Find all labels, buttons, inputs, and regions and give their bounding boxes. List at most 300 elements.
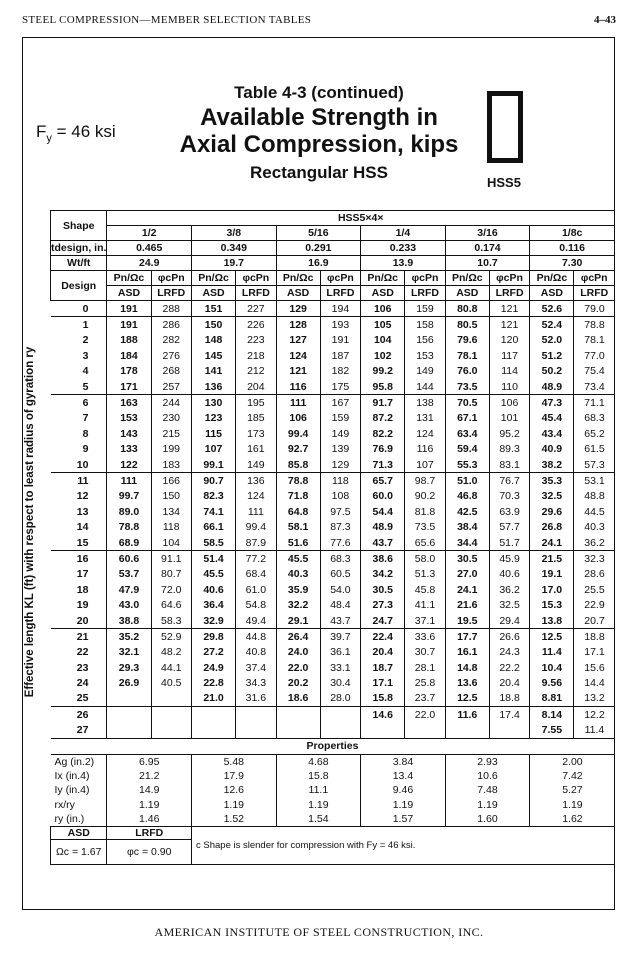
property-value: 6.95 [107,754,192,769]
strength-value: 13.2 [574,691,615,707]
strength-value: 17.1 [574,645,615,660]
y-axis-label: Effective length KL (ft) with respect to least radius of gyration ry [24,346,36,698]
strength-value: 111 [236,504,276,519]
strength-value: 54.4 [361,504,405,519]
strength-value: 87.3 [320,519,360,534]
strength-value [489,723,529,739]
strength-value: 18.6 [276,691,320,707]
property-value: 1.52 [192,812,277,827]
strength-value: 22.0 [405,707,445,723]
strength-value: 121 [276,364,320,379]
strength-value: 57.3 [574,457,615,473]
strength-value: 27.3 [361,597,405,612]
strength-value: 24.1 [445,582,489,597]
strength-value: 73.4 [574,379,615,395]
strength-value: 104 [151,535,191,551]
strength-value: 223 [236,333,276,348]
property-value: 2.93 [445,754,530,769]
strength-value: 39.7 [320,629,360,645]
tdesign-value: 0.174 [445,241,530,256]
strength-value: 26.8 [530,519,574,534]
strength-value: 54.0 [320,582,360,597]
strength-value: 61.0 [236,582,276,597]
strength-value: 89.3 [489,442,529,457]
strength-value: 37.1 [405,613,445,629]
strength-value: 16.1 [445,645,489,660]
property-row [51,798,615,812]
table-row [51,395,615,411]
strength-value: 149 [405,364,445,379]
strength-value: 29.3 [107,660,151,675]
strength-value [405,723,445,739]
property-value: 21.2 [107,769,192,783]
strength-value: 18.7 [361,660,405,675]
strength-value: 15.8 [361,691,405,707]
strength-value: 68.4 [236,567,276,582]
strength-value: 44.5 [574,504,615,519]
strength-value: 52.0 [530,333,574,348]
effective-length: 16 [51,551,107,567]
asd-symbol: Pn/Ωc [276,271,320,286]
lrfd-label: LRFD [151,286,191,301]
strength-value: 227 [236,301,276,317]
asd-symbol: Pn/Ωc [530,271,574,286]
strength-value: 199 [151,442,191,457]
property-value: 1.19 [530,798,615,812]
strength-value: 153 [107,411,151,426]
note-slender: c Shape is slender for compression with Fy = 46 ksi. [192,826,615,864]
strength-value: 80.8 [445,301,489,317]
weight-value: 13.9 [361,256,446,271]
strength-value: 159 [320,411,360,426]
strength-value: 51.3 [405,567,445,582]
effective-length: 17 [76,568,89,581]
table-row [51,551,615,567]
strength-value: 107 [405,457,445,473]
table-row [51,582,615,597]
strength-value: 143 [107,426,151,441]
strength-value: 89.0 [107,504,151,519]
strength-value: 101 [489,411,529,426]
effective-length: 18 [76,583,89,596]
strength-value: 145 [192,348,236,363]
table-row [51,457,615,473]
strength-value: 29.1 [276,613,320,629]
strength-value: 59.4 [445,442,489,457]
strength-value: 17.1 [361,675,405,690]
hss-section-icon [487,91,523,163]
property-value: 14.9 [107,783,192,797]
strength-value: 64.6 [151,597,191,612]
strength-value: 53.7 [107,567,151,582]
strength-table [50,210,615,865]
strength-value: 118 [320,473,360,489]
strength-value: 80.5 [445,317,489,333]
strength-value: 28.1 [405,660,445,675]
strength-value: 49.4 [236,613,276,629]
strength-value: 21.0 [192,691,236,707]
table-subtitle: Rectangular HSS [250,163,388,182]
strength-value [192,723,236,739]
strength-value: 15.3 [530,597,574,612]
strength-value: 40.3 [574,519,615,534]
strength-value: 166 [151,473,191,489]
strength-value: 77.2 [236,551,276,567]
strength-value: 22.0 [276,660,320,675]
strength-value: 121 [489,301,529,317]
strength-value: 51.6 [276,535,320,551]
strength-value: 22.9 [574,597,615,612]
table-row [51,519,615,534]
strength-value: 123 [192,411,236,426]
strength-value: 124 [236,489,276,504]
strength-value: 34.3 [236,675,276,690]
strength-value: 276 [151,348,191,363]
strength-value: 43.0 [107,597,151,612]
tdesign-row [51,241,615,256]
strength-value: 27.0 [445,567,489,582]
lrfd-label: LRFD [320,286,360,301]
strength-value [151,691,191,707]
strength-value: 115 [192,426,236,441]
strength-value: 136 [236,473,276,489]
tdesign-value: 0.465 [107,241,192,256]
strength-value: 35.9 [276,582,320,597]
strength-value: 8.14 [530,707,574,723]
strength-value: 18.8 [489,691,529,707]
strength-value: 32.1 [107,645,151,660]
strength-value: 80.7 [151,567,191,582]
thickness: 3/16 [445,226,530,241]
strength-value: 58.1 [276,519,320,534]
property-value: 1.19 [361,798,446,812]
thickness: 1/4 [361,226,446,241]
strength-value: 43.7 [320,613,360,629]
strength-value: 106 [276,411,320,426]
strength-value: 60.5 [320,567,360,582]
weight-value: 10.7 [445,256,530,271]
strength-value: 32.5 [530,489,574,504]
property-label: ry (in.) [54,812,85,825]
strength-value: 53.1 [574,473,615,489]
strength-value: 38.8 [107,613,151,629]
strength-value: 171 [107,379,151,395]
strength-value: 36.2 [574,535,615,551]
strength-value: 78.8 [107,519,151,534]
strength-value: 11.4 [574,723,615,739]
strength-value: 51.7 [489,535,529,551]
strength-value: 187 [320,348,360,363]
strength-value: 195 [236,395,276,411]
strength-value: 48.9 [530,379,574,395]
strength-value: 55.3 [445,457,489,473]
strength-value: 22.8 [192,675,236,690]
strength-value: 17.7 [445,629,489,645]
strength-value: 85.8 [276,457,320,473]
strength-value: 90.7 [192,473,236,489]
strength-value [107,707,151,723]
strength-value: 244 [151,395,191,411]
strength-value: 51.0 [445,473,489,489]
strength-value: 79.0 [574,301,615,317]
effective-length: 15 [76,536,89,549]
table-row [51,333,615,348]
strength-value: 141 [192,364,236,379]
strength-value: 29.8 [192,629,236,645]
table-row [51,707,615,723]
strength-value: 73.5 [405,519,445,534]
effective-length: 23 [76,661,89,674]
lrfd-symbol: φcPn [489,271,529,286]
strength-value: 21.6 [445,597,489,612]
strength-value: 111 [276,395,320,411]
strength-value: 151 [192,301,236,317]
strength-value: 22.4 [361,629,405,645]
strength-value: 127 [276,333,320,348]
strength-value: 52.9 [151,629,191,645]
properties-label: Properties [51,738,615,754]
strength-value: 91.1 [151,551,191,567]
thickness: 1/8c [530,226,615,241]
strength-value: 13.6 [445,675,489,690]
strength-value: 175 [320,379,360,395]
strength-value: 48.4 [320,597,360,612]
footer-lrfd: LRFD [107,826,192,839]
strength-value: 24.0 [276,645,320,660]
property-value: 1.19 [445,798,530,812]
strength-value: 36.4 [192,597,236,612]
strength-value: 35.3 [530,473,574,489]
strength-value: 121 [489,317,529,333]
asd-label: ASD [530,286,574,301]
effective-length: 5 [82,380,89,393]
strength-value: 52.6 [530,301,574,317]
strength-value: 124 [276,348,320,363]
strength-value: 78.1 [445,348,489,363]
property-value: 17.9 [192,769,277,783]
strength-value: 114 [489,364,529,379]
strength-value: 33.6 [405,629,445,645]
effective-length: 0 [51,301,107,317]
property-value: 12.6 [192,783,277,797]
tdesign-label: tdesign, in. [51,242,107,254]
strength-value: 60.6 [107,551,151,567]
asd-symbol: Pn/Ωc [445,271,489,286]
property-value: 1.62 [530,812,615,827]
strength-value: 139 [320,442,360,457]
strength-value: 67.1 [445,411,489,426]
asd-symbol: Pn/Ωc [361,271,405,286]
strength-value [320,707,360,723]
strength-value: 20.4 [489,675,529,690]
table-row [51,426,615,441]
strength-value: 99.1 [192,457,236,473]
strength-value: 63.9 [489,504,529,519]
effective-length: 7 [82,412,89,425]
strength-value: 286 [151,317,191,333]
strength-value: 74.1 [192,504,236,519]
strength-value: 191 [107,317,151,333]
property-value: 13.4 [361,769,446,783]
table-row [51,379,615,395]
strength-value: 44.1 [151,660,191,675]
strength-value [320,723,360,739]
effective-length: 4 [82,365,89,378]
strength-value [236,707,276,723]
property-row [51,783,615,797]
strength-value: 52.4 [530,317,574,333]
strength-value: 8.81 [530,691,574,707]
effective-length: 10 [76,458,89,471]
design-label: Design [51,271,107,301]
page-number: 4–43 [594,14,616,26]
strength-value: 40.8 [236,645,276,660]
strength-value: 30.5 [361,582,405,597]
strength-value: 95.2 [489,426,529,441]
strength-value: 116 [276,379,320,395]
strength-value: 13.8 [530,613,574,629]
strength-value: 71.3 [361,457,405,473]
strength-value [151,723,191,739]
lrfd-symbol: φcPn [320,271,360,286]
table-row [51,504,615,519]
strength-value: 138 [405,395,445,411]
strength-value: 99.2 [361,364,405,379]
property-value: 1.46 [107,812,192,827]
strength-value: 26.6 [489,629,529,645]
table-row [51,660,615,675]
effective-length: 2 [82,334,89,347]
strength-value: 81.8 [405,504,445,519]
strength-value: 106 [361,301,405,317]
property-value: 1.54 [276,812,361,827]
effective-length: 3 [82,349,89,362]
strength-value: 97.5 [320,504,360,519]
strength-value: 68.9 [107,535,151,551]
shape-label: Shape [51,211,107,241]
strength-value: 99.4 [276,426,320,441]
property-row [51,812,615,827]
strength-value: 57.7 [489,519,529,534]
strength-value: 167 [320,395,360,411]
property-value: 5.48 [192,754,277,769]
strength-value: 12.5 [445,691,489,707]
weight-row [51,256,615,271]
property-value: 11.1 [276,783,361,797]
strength-value: 19.1 [530,567,574,582]
property-value: 9.46 [361,783,446,797]
yield-stress-label: $F_y = 46$ ksi [36,122,116,145]
strength-value: 11.6 [445,707,489,723]
effective-length: 11 [51,473,107,489]
property-value: 4.68 [276,754,361,769]
tdesign-value: 0.233 [361,241,446,256]
strength-value: 70.5 [445,395,489,411]
strength-value: 98.7 [405,473,445,489]
table-row [51,411,615,426]
strength-value: 87.2 [361,411,405,426]
strength-value: 41.1 [405,597,445,612]
footer-method-row [51,826,615,839]
asd-symbol: Pn/Ωc [107,271,151,286]
strength-value: 58.3 [151,613,191,629]
strength-value: 25.8 [405,675,445,690]
effective-length: 27 [76,724,89,737]
strength-value: 82.3 [192,489,236,504]
strength-value: 136 [192,379,236,395]
lrfd-label: LRFD [574,286,615,301]
effective-length: 14 [76,521,89,534]
effective-length: 24 [76,677,89,690]
strength-value: 45.9 [489,551,529,567]
strength-value: 193 [320,317,360,333]
property-value: 7.42 [530,769,615,783]
strength-value: 14.4 [574,675,615,690]
strength-value: 122 [107,457,151,473]
strength-value: 17.4 [489,707,529,723]
table-row [51,629,615,645]
strength-value [107,691,151,707]
strength-value: 105 [361,317,405,333]
strength-value: 130 [192,395,236,411]
strength-value: 148 [192,333,236,348]
property-row [51,769,615,783]
strength-value: 40.3 [276,567,320,582]
strength-value: 71.1 [574,395,615,411]
footer-asd: ASD [51,826,107,839]
asd-label: ASD [445,286,489,301]
strength-value: 218 [236,348,276,363]
strength-value: 11.4 [530,645,574,660]
property-value: 15.8 [276,769,361,783]
strength-value: 77.0 [574,348,615,363]
strength-value: 120 [489,333,529,348]
strength-value: 45.5 [276,551,320,567]
strength-value: 107 [192,442,236,457]
table-row [51,442,615,457]
table-row [51,317,615,333]
strength-value: 40.5 [151,675,191,690]
strength-value: 133 [107,442,151,457]
strength-value: 65.7 [361,473,405,489]
strength-value: 22.2 [489,660,529,675]
strength-value: 58.0 [405,551,445,567]
strength-value: 184 [107,348,151,363]
strength-value: 31.6 [236,691,276,707]
effective-length: 19 [76,599,89,612]
strength-value: 46.8 [445,489,489,504]
strength-value: 26.4 [276,629,320,645]
strength-value: 129 [320,457,360,473]
section-label: HSS5 [487,175,521,190]
strength-value: 51.2 [530,348,574,363]
weight-label: Wt/ft [51,256,107,271]
effective-length: 1 [51,317,107,333]
lrfd-symbol: φcPn [405,271,445,286]
lrfd-label: LRFD [236,286,276,301]
property-label: rx/ry [54,798,75,811]
strength-value: 149 [236,457,276,473]
strength-value: 150 [151,489,191,504]
shape-name: HSS5×4× [107,211,615,226]
strength-value: 44.8 [236,629,276,645]
weight-value: 19.7 [192,256,277,271]
strength-value: 32.2 [276,597,320,612]
strength-value: 28.6 [574,567,615,582]
strength-value: 32.3 [574,551,615,567]
effective-length: 13 [76,505,89,518]
strength-value: 78.8 [574,317,615,333]
